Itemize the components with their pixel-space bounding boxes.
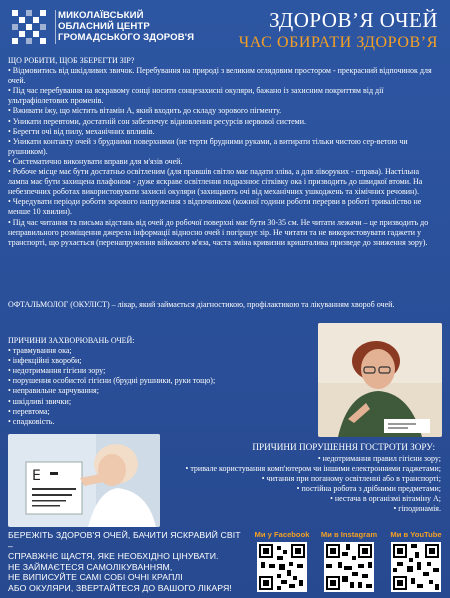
bottom-message [8, 530, 248, 594]
eye-exam-photo [8, 434, 160, 527]
youtube-link[interactable] [387, 530, 445, 592]
header-divider [55, 10, 56, 44]
bottom-message-line: АБО ОКУЛЯРИ, ЗВЕРТАЙТЕСЯ ДО ВАШОГО ЛІКАРЯ! [8, 582, 232, 593]
org-line-3: ГРОМАДСЬКОГО ЗДОРОВ'Я [58, 32, 195, 43]
tip-item: • Вживати їжу, що містить вітамін А, який входить до складу зорового пігменту. [8, 106, 282, 116]
tip-item: • Під час перебування на яскравому сонці носити сонцезахисні окуляри, бажано із захисним покриттям від дії ультрафіолетових променів. [8, 86, 384, 106]
vision-loss-item: • читання при поганому освітленні або в транспорті; [261, 474, 441, 484]
vision-loss-item: • постійна робота з дрібними предметами; [296, 484, 441, 494]
causes-section [8, 336, 308, 427]
tip-item: • Уникати перевтоми, достатній сон забезпечує відновлення ресурсів нервової системи. [8, 116, 307, 126]
cause-item: • недотримання гігієни зору; [8, 366, 106, 376]
youtube-label: Ми в YouTube [390, 530, 442, 539]
ophthalmologist-definition: ОФТАЛЬМОЛОГ (ОКУЛІСТ) – лікар, який займається діагностикою, профілактикою та лікуванням хвороб очей. [8, 300, 395, 309]
cause-item: • інфекційні хвороби; [8, 356, 82, 366]
vision-loss-item: • нестача в організмі вітаміну А; [330, 494, 441, 504]
vision-loss-section [141, 441, 441, 515]
page-title: ЗДОРОВ’Я ОЧЕЙ [269, 8, 438, 32]
org-line-2: ОБЛАСНИЙ ЦЕНТР [58, 21, 150, 32]
tip-item: • Під час читання та письма відстань від очей до робочої поверхні має бути 30-35 см. Не читати лежачи – це призводить до неправильного розміщення джерела інформації відносно очей і погіршує зір. Не читати та не використовувати гаджети у транспорті, що рухається (перенапруження війкового м'яза, часта зміна кривизни кришталика призведе до зниження зору). [8, 217, 429, 247]
page-subtitle: ЧАС ОБИРАТИ ЗДОРОВ’Я [238, 34, 438, 51]
tips-heading: ЩО РОБИТИ, ЩОБ ЗБЕРЕГТИ ЗІР? [8, 56, 135, 65]
bottom-message-line: НЕ ВИПИСУЙТЕ САМІ СОБІ ОЧНІ КРАПЛІ [8, 572, 183, 583]
svg-text:E: E [32, 468, 41, 484]
woman-with-glasses-photo [318, 323, 442, 437]
instagram-link[interactable] [320, 530, 378, 592]
facebook-qr-icon[interactable] [257, 542, 307, 592]
bottom-message-line: СПРАВЖНЄ ЩАСТЯ, ЯКЕ НЕОБХІДНО ЦІНУВАТИ. [8, 551, 219, 562]
tip-item: • Систематично виконувати вправи для м'язів очей. [8, 156, 183, 166]
cause-item: • перевтома; [8, 406, 50, 416]
instagram-label: Ми в Instagram [320, 530, 378, 539]
organization-name [58, 10, 194, 43]
org-line-1: МИКОЛАЇВСЬКИЙ [58, 10, 144, 21]
bottom-message-line: НЕ ЗАЙМАЄТЕСЯ САМОЛІКУВАННЯМ, [8, 561, 173, 572]
youtube-qr-icon[interactable] [391, 542, 441, 592]
bottom-message-line: БЕРЕЖІТЬ ЗДОРОВ'Я ОЧЕЙ, БАЧИТИ ЯСКРАВИЙ СВІТ – [8, 530, 241, 551]
cause-item: • порушення особистої гігієни (брудні рушники, руки тощо); [8, 376, 216, 386]
vision-loss-item: • тривале користування комп'ютером чи іншими електронними гаджетами; [185, 464, 441, 474]
cause-item: • травмування ока; [8, 346, 72, 356]
tip-item: • Відмовитись від шкідливих звичок. Перебування на природі з великим оглядовим простором - прекрасний відпочинок для очей. [8, 66, 432, 86]
vision-loss-heading: ПРИЧИНИ ПОРУШЕННЯ ГОСТРОТИ ЗОРУ: [252, 442, 435, 452]
cause-item: • неправильне харчування; [8, 386, 99, 396]
cause-item: • шкідливі звички; [8, 396, 72, 406]
tips-section [8, 56, 438, 248]
cause-item: • спадковість. [8, 416, 55, 426]
causes-heading: ПРИЧИНИ ЗАХВОРЮВАНЬ ОЧЕЙ: [8, 336, 135, 345]
tip-item: • Робоче місце має бути достатньо освітленим (для правшів світло має падати зліва, а для ліворуких - справа). Настільна лампа має бути захищена плафоном - дуже яскраве освітлення подразнює сітківку ока і призводить до швидкої втоми. На небезпечних роботах використовувати захисні окуляри (захищають очі від механічних ушкоджень та хімічних речовин). [8, 167, 423, 197]
facebook-label: Ми у Facebook [254, 530, 310, 539]
tip-item: • Берегти очі від пилу, механічних впливів. [8, 126, 155, 136]
tip-item: • Чередувати періоди роботи зорового напруження з відпочинком (кожної години роботи перерви в роботі триваліство не менше 10 хвилин). [8, 197, 422, 217]
tip-item: • Уникати контакту очей з брудними поверхнями (не терти брудними руками, а витирати тільки чистою сер-ветою чи рушником). [8, 136, 408, 156]
instagram-qr-icon[interactable] [324, 542, 374, 592]
logo-icon [10, 8, 48, 46]
vision-loss-item: • гіподинамія. [393, 504, 441, 514]
facebook-link[interactable] [253, 530, 311, 592]
vision-loss-item: • недотримання правил гігієни зору; [317, 454, 441, 463]
